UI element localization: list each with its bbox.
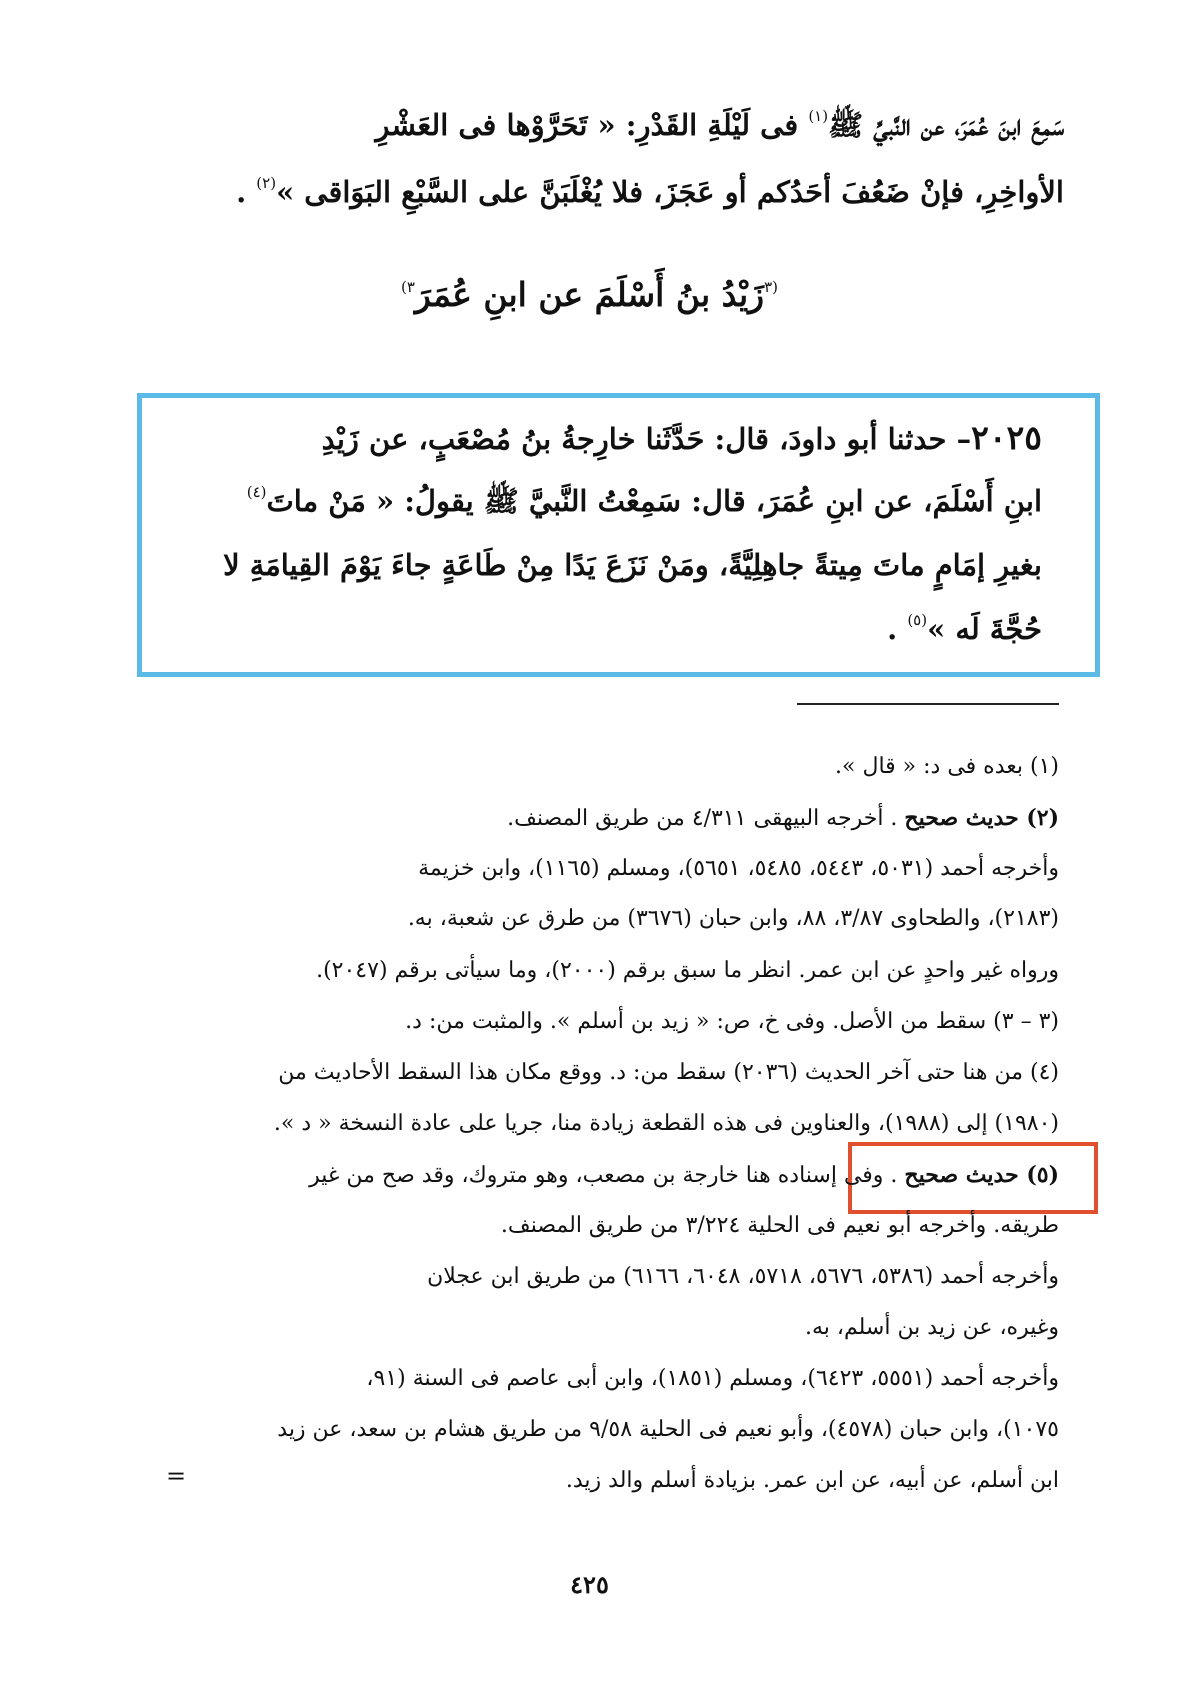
hadith-dash: – <box>956 422 972 456</box>
footnote-5-text: . وفى إسناده هنا خارجة بن مصعب، وهو متروك، وقد صح من غير <box>309 1163 898 1188</box>
heading-ref-close: ٣) <box>400 278 415 296</box>
hadith-line-2-text: ابنِ أَسْلَمَ، عن ابنِ عُمَرَ، قال: سَمِعْتُ النَّبيَّ ﷺ يقولُ: « مَنْ ماتَ <box>266 484 1042 518</box>
footnote-1 <box>835 754 1059 779</box>
footnote-4-line-2-text: (١٩٨٠) إلى (١٩٨٨)، والعناوين فى هذه القطعة زيادة منا، جريا على عادة النسخة « د ». <box>273 1111 1059 1136</box>
footnote-3 <box>405 1009 1059 1034</box>
footnote-5-line-4-text: وغيره، عن زيد بن أسلم، به. <box>804 1315 1059 1340</box>
footnote-5-line-5 <box>366 1366 1059 1391</box>
footnote-2 <box>507 805 1059 831</box>
footnote-5-line-3 <box>427 1264 1059 1289</box>
footnote-5-line-6 <box>277 1417 1059 1442</box>
hadith-line-4-end: . <box>887 612 898 646</box>
footnote-5 <box>309 1162 1059 1188</box>
footnote-2-text: . أخرجه البيهقى ٤/٣١١ من طريق المصنف. <box>507 806 898 831</box>
footnote-5-line-2-text: طريقه. وأخرجه أبو نعيم فى الحلية ٣/٢٢٤ من طريق المصنف. <box>500 1213 1059 1238</box>
footnote-2-grade: (٢) حديث صحيح <box>904 805 1059 831</box>
continuation-mark: = <box>166 1462 187 1490</box>
footnote-4-line-2 <box>274 1111 1059 1136</box>
footnote-ref-4: (٤) <box>246 483 267 501</box>
footnote-ref-1: (١) <box>808 107 829 125</box>
top-line-2-end: . <box>236 175 247 209</box>
footnote-2-line-3-text: (٢١٨٣)، والطحاوى ٣/٨٧، ٨٨، وابن حبان (٣٦٧٦) من طرق عن شعبة، به. <box>407 906 1059 931</box>
footnote-5-line-2 <box>501 1213 1059 1238</box>
footnote-5-line-4 <box>805 1315 1059 1340</box>
footnote-5-line-7 <box>566 1468 1059 1493</box>
top-text-line-2 <box>236 175 1064 209</box>
footnote-ref-5: (٥) <box>907 611 928 629</box>
footnote-5-line-6-text: ١٠٧٥)، وابن حبان (٤٥٧٨)، وأبو نعيم فى الحلية ٩/٥٨ من طريق هشام بن سعد، عن زيد <box>277 1417 1059 1442</box>
page-number: ٤٢٥ <box>570 1570 609 1599</box>
hadith-line-1 <box>322 418 1042 457</box>
heading-text: زَيْدُ بنُ أَسْلَمَ عن ابنِ عُمَرَ <box>414 275 765 314</box>
footnote-2-line-4-text: ورواه غير واحدٍ عن ابن عمر. انظر ما سبق برقم (٢٠٠٠)، وما سيأتى برقم (٢٠٤٧). <box>316 958 1059 983</box>
footnote-1-text: (١) بعده فى د: « قال ». <box>835 754 1059 779</box>
top-line-1-rest: فى لَيْلَةِ القَدْرِ: « تَحَرَّوْها فى العَشْرِ <box>375 108 799 142</box>
footnote-2-line-4 <box>316 958 1059 983</box>
footnote-5-line-5-text: وأخرجه أحمد (٥٥٥١، ٦٤٢٣)، ومسلم (١٨٥١)، وابن أبى عاصم فى السنة (٩١، <box>366 1366 1059 1391</box>
section-heading <box>0 275 1179 314</box>
hadith-line-1-text: حدثنا أبو داودَ، قال: حَدَّثَنا خارِجةُ بنُ مُصْعَبٍ، عن زَيْدِ <box>321 422 947 456</box>
heading-ref-open: (٣ <box>764 278 778 296</box>
footnote-separator <box>797 703 1059 705</box>
hadith-line-4 <box>887 612 1042 646</box>
footnote-5-line-3-text: وأخرجه أحمد (٥٣٨٦، ٥٦٧٦، ٥٧١٨، ٦٠٤٨، ٦١٦٦) من طريق ابن عجلان <box>427 1264 1059 1289</box>
footnote-2-line-2 <box>418 856 1059 881</box>
footnote-4-line-1-text: (٤) من هنا حتى آخر الحديث (٢٠٣٦) سقط من: د. ووقع مكان هذا السقط الأحاديث من <box>278 1060 1059 1085</box>
hadith-line-3-text: بغيرِ إمَامٍ ماتَ مِيتةً جاهِلِيَّةً، ومَنْ نَزَعَ يَدًا مِنْ طَاعَةٍ جاءَ يَوْمَ القِيامَةِ لا <box>223 548 1042 582</box>
hadith-line-2 <box>247 484 1042 526</box>
footnote-2-line-2-text: وأخرجه أحمد (٥٠٣١، ٥٤٤٣، ٥٤٨٥، ٥٦٥١)، ومسلم (١١٦٥)، وابن خزيمة <box>418 856 1059 881</box>
hadith-number: ٢٠٢٥ <box>971 418 1042 457</box>
footnote-5-line-7-text: ابن أسلم، عن أبيه، عن ابن عمر. بزيادة أسلم والد زيد. <box>565 1468 1059 1493</box>
footnote-4 <box>278 1060 1059 1085</box>
top-line-1-text: سَمِعَ ابنَ عُمَرَ، عن النَّبيِّ ﷺ <box>828 108 1064 142</box>
footnote-ref-2: (٢) <box>256 174 277 192</box>
top-line-2-text: الأواخِرِ، فإنْ ضَعُفَ أحَدُكم أو عَجَزَ، فلا يُغْلَبَنَّ على السَّبْعِ البَوَاقى » <box>276 175 1064 209</box>
footnote-3-text: (٣ – ٣) سقط من الأصل. وفى خ، ص: « زيد بن أسلم ». والمثبت من: د. <box>405 1009 1059 1034</box>
top-text-line-1 <box>376 108 1064 150</box>
hadith-line-4-text: حُجَّةَ لَه » <box>927 612 1042 646</box>
footnote-5-grade: (٥) حديث صحيح <box>904 1162 1059 1188</box>
hadith-line-3 <box>223 548 1042 582</box>
footnote-2-line-3 <box>408 906 1059 931</box>
